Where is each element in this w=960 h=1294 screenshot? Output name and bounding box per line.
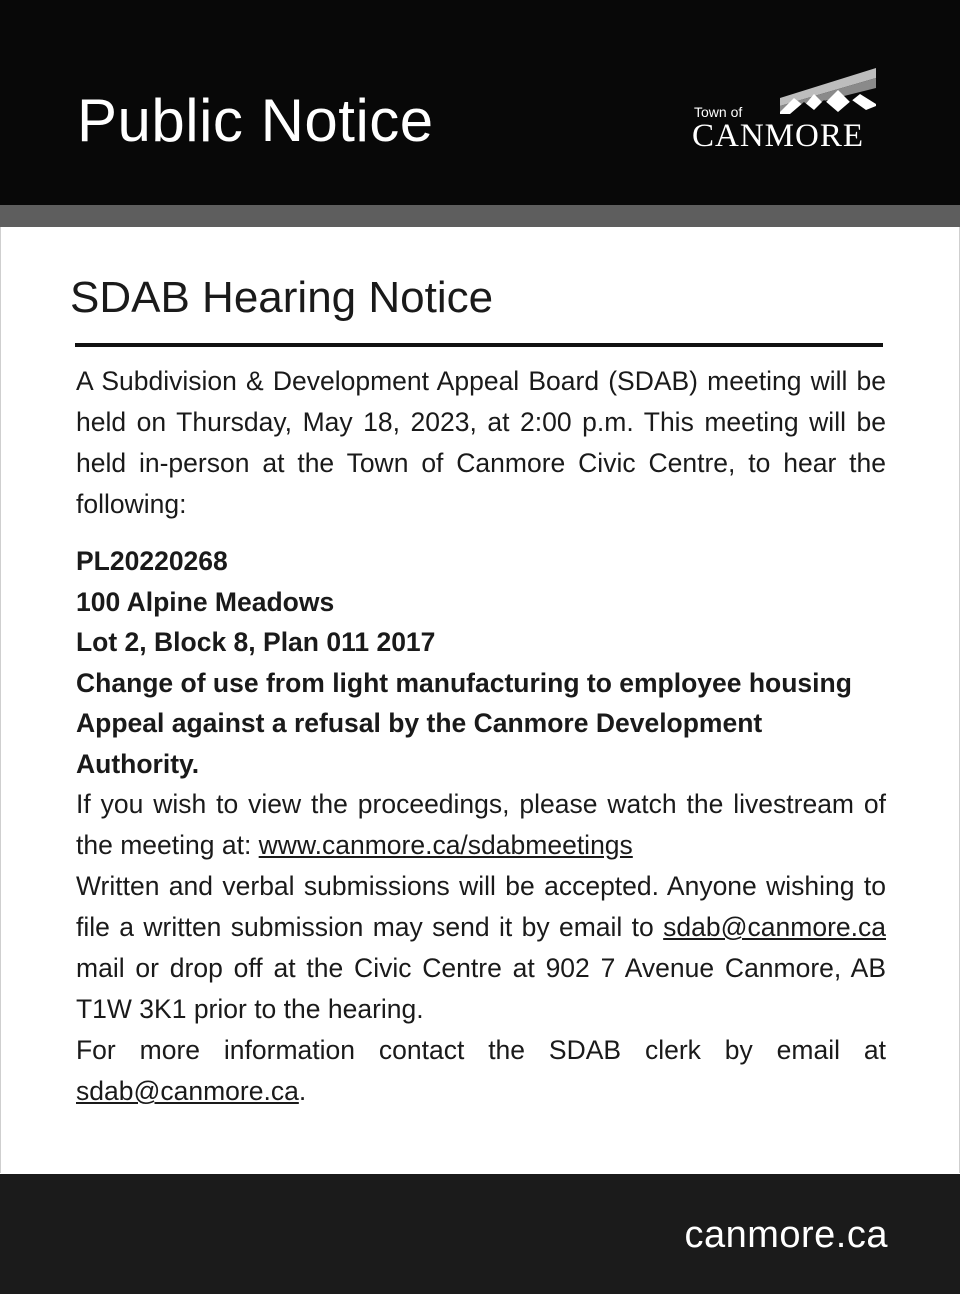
submissions-paragraph xyxy=(76,866,886,1030)
mountain-logo-icon xyxy=(780,68,876,114)
header-banner xyxy=(0,0,960,205)
contact-email-link[interactable]: sdab@canmore.ca xyxy=(76,1076,299,1106)
case-legal-description: Lot 2, Block 8, Plan 011 2017 xyxy=(76,627,436,657)
logo-town-of: Town of xyxy=(694,104,743,120)
heading-rule xyxy=(75,343,883,347)
case-change-of-use: Change of use from light manufacturing to employee housing xyxy=(76,667,852,698)
case-address: 100 Alpine Meadows xyxy=(76,586,335,617)
case-appeal: Appeal against a refusal by the Canmore Development Authority. xyxy=(76,708,763,779)
submissions-text: Written and verbal submissions will be accepted. Anyone wishing to file a written submission may send it by email to xyxy=(76,871,886,942)
intro-paragraph: A Subdivision & Development Appeal Board (SDAB) meeting will be held on Thursday, May 18, 2023, at 2:00 p.m. This meeting will be held in-person at the Town of Canmore Civic Centre, to hear the following: xyxy=(76,366,886,519)
submissions-email-link[interactable]: sdab@canmore.ca xyxy=(663,912,886,942)
livestream-paragraph xyxy=(76,784,886,866)
footer-website[interactable]: canmore.ca xyxy=(684,1214,888,1256)
livestream-text: If you wish to view the proceedings, please watch the livestream of the meeting at: xyxy=(76,789,886,860)
livestream-link[interactable]: www.canmore.ca/sdabmeetings xyxy=(258,830,633,860)
header-divider-band xyxy=(0,205,960,227)
contact-period: . xyxy=(298,1076,307,1106)
footer-banner xyxy=(0,1174,960,1294)
logo-canmore: CANMORE xyxy=(692,118,865,154)
page-title: Public Notice xyxy=(77,87,434,154)
notice-content xyxy=(76,361,886,1112)
case-details xyxy=(76,541,886,784)
submissions-text-after: mail or drop off at the Civic Centre at 902 7 Avenue Canmore, AB T1W 3K1 prior to the hearing. xyxy=(76,953,886,1024)
contact-text: For more information contact the SDAB clerk by email at xyxy=(76,1035,886,1065)
notice-heading: SDAB Hearing Notice xyxy=(70,273,494,322)
town-logo xyxy=(690,66,890,156)
contact-paragraph xyxy=(76,1030,886,1112)
case-file-number: PL20220268 xyxy=(76,546,228,576)
